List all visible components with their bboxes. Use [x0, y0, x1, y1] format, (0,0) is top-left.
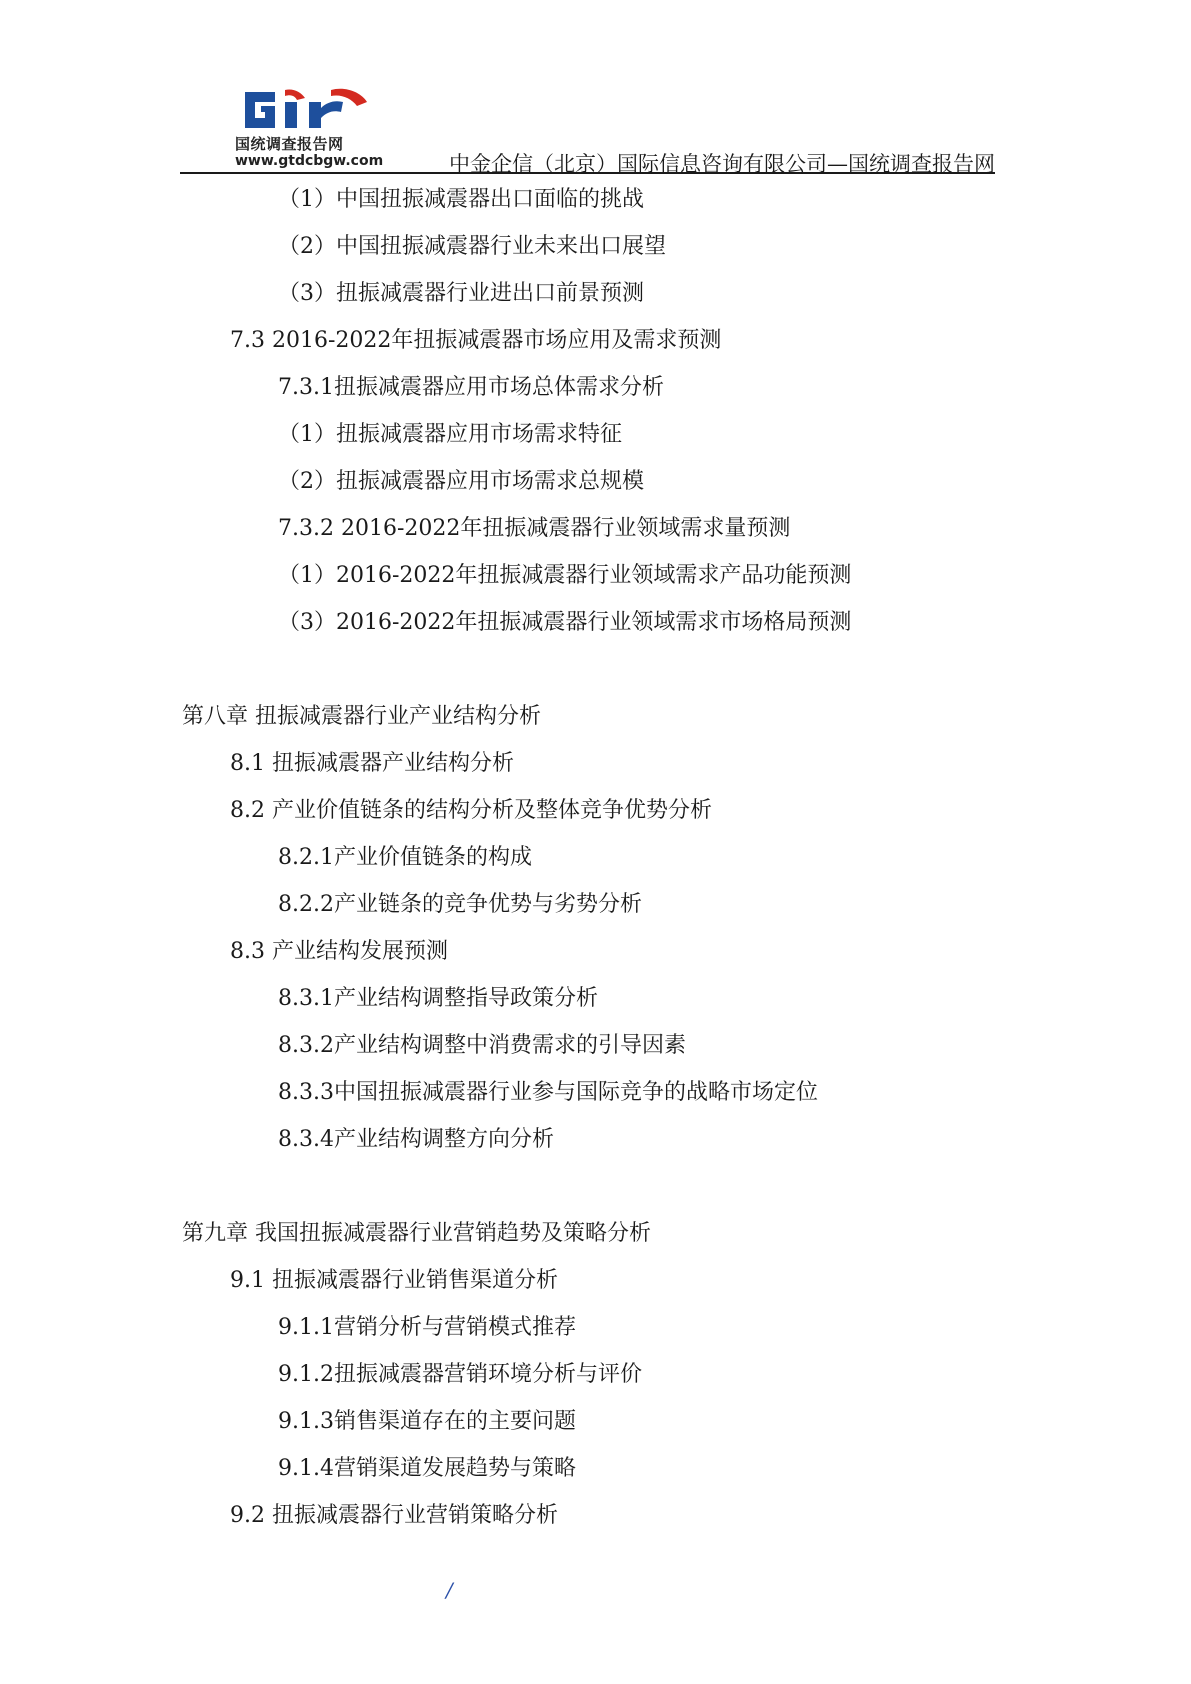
toc-entry: 8.3.1产业结构调整指导政策分析	[278, 986, 598, 1011]
chapter-heading: 第九章 我国扭振减震器行业营销趋势及策略分析	[182, 1221, 651, 1246]
toc-entry: 7.3.2 2016-2022年扭振减震器行业领域需求量预测	[278, 516, 791, 541]
toc-entry: （1）中国扭振减震器出口面临的挑战	[278, 187, 644, 212]
toc-entry: 8.2 产业价值链条的结构分析及整体竞争优势分析	[230, 798, 712, 823]
page-mark: /	[446, 1578, 453, 1602]
toc-entry: 7.3.1扭振减震器应用市场总体需求分析	[278, 375, 664, 400]
chapter-heading: 第八章 扭振减震器行业产业结构分析	[182, 704, 541, 729]
toc-entry: （1）扭振减震器应用市场需求特征	[278, 422, 622, 447]
header-divider	[180, 172, 995, 174]
toc-entry: 9.1.4营销渠道发展趋势与策略	[278, 1456, 576, 1481]
page-header	[180, 80, 995, 175]
toc-entry: 8.2.1产业价值链条的构成	[278, 845, 532, 870]
toc-entry: 8.1 扭振减震器产业结构分析	[230, 751, 514, 776]
company-name: 中金企信（北京）国际信息咨询有限公司—国统调查报告网	[449, 152, 995, 176]
toc-entry: 8.3.4产业结构调整方向分析	[278, 1127, 554, 1152]
toc-entry: 8.2.2产业链条的竞争优势与劣势分析	[278, 892, 642, 917]
toc-entry: 7.3 2016-2022年扭振减震器市场应用及需求预测	[230, 328, 722, 353]
logo-name: 国统调查报告网	[235, 135, 344, 153]
logo-url: www.gtdcbgw.com	[235, 153, 384, 169]
toc-entry: 9.1 扭振减震器行业销售渠道分析	[230, 1268, 558, 1293]
toc-entry: 9.1.2扭振减震器营销环境分析与评价	[278, 1362, 642, 1387]
toc-entry: 9.2 扭振减震器行业营销策略分析	[230, 1503, 558, 1528]
toc-entry: （2）扭振减震器应用市场需求总规模	[278, 469, 644, 494]
toc-entry: （2）中国扭振减震器行业未来出口展望	[278, 234, 666, 259]
toc-entry: 9.1.3销售渠道存在的主要问题	[278, 1409, 576, 1434]
toc-entry: 8.3.3中国扭振减震器行业参与国际竞争的战略市场定位	[278, 1080, 818, 1105]
logo-mark-icon	[235, 86, 385, 134]
toc-entry: 8.3 产业结构发展预测	[230, 939, 448, 964]
toc-entry: （3）2016-2022年扭振减震器行业领域需求市场格局预测	[278, 610, 852, 635]
toc-entry: 8.3.2产业结构调整中消费需求的引导因素	[278, 1033, 686, 1058]
toc-entry: 9.1.1营销分析与营销模式推荐	[278, 1315, 576, 1340]
toc-entry: （1）2016-2022年扭振减震器行业领域需求产品功能预测	[278, 563, 852, 588]
toc-entry: （3）扭振减震器行业进出口前景预测	[278, 281, 644, 306]
logo	[235, 86, 385, 171]
